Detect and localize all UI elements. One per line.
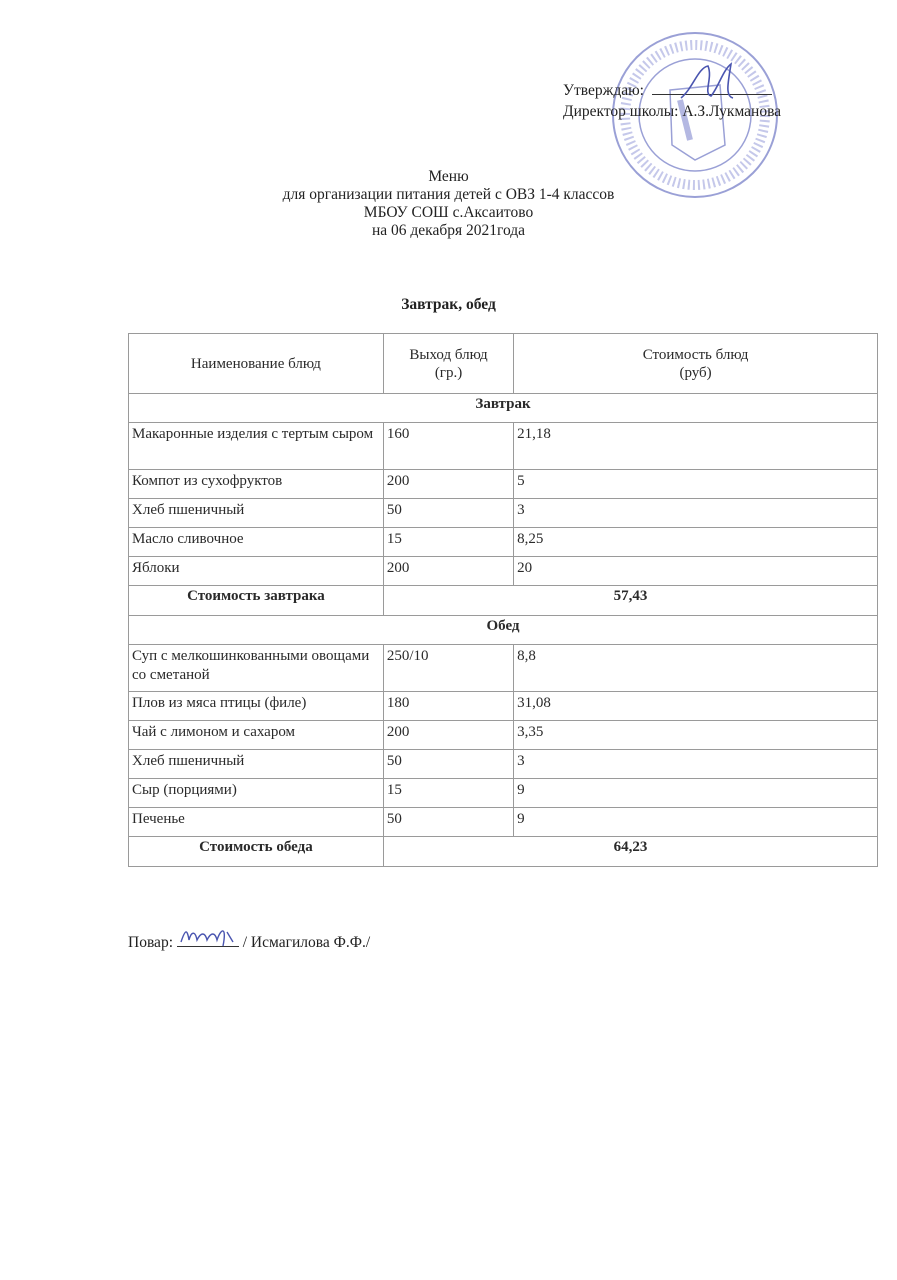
document-header <box>0 168 897 240</box>
dish-yield: 200 <box>383 721 513 750</box>
dish-cost: 9 <box>514 808 878 837</box>
breakfast-total-label: Стоимость завтрака <box>129 586 384 616</box>
dish-name: Хлеб пшеничный <box>129 750 384 779</box>
dish-yield: 200 <box>383 470 513 499</box>
dish-cost: 3 <box>514 750 878 779</box>
cook-name: / Исмагилова Ф.Ф./ <box>242 934 371 951</box>
dish-name: Компот из сухофруктов <box>129 470 384 499</box>
dish-cost: 9 <box>514 779 878 808</box>
header-purpose: для организации питания детей с ОВЗ 1-4 классов <box>282 186 615 203</box>
dish-yield: 160 <box>383 423 513 470</box>
dish-yield: 50 <box>383 499 513 528</box>
column-header-name: Наименование блюд <box>129 334 384 394</box>
dish-name: Хлеб пшеничный <box>129 499 384 528</box>
dish-yield: 15 <box>383 528 513 557</box>
table-row <box>129 645 878 692</box>
dish-cost: 31,08 <box>514 692 878 721</box>
dish-cost: 21,18 <box>514 423 878 470</box>
menu-table <box>128 333 878 867</box>
table-row <box>129 499 878 528</box>
breakfast-total-value: 57,43 <box>383 586 877 616</box>
lunch-total-label: Стоимость обеда <box>129 837 384 867</box>
approve-label: Утверждаю: <box>563 82 644 99</box>
header-title: Меню <box>428 168 469 185</box>
dish-name: Сыр (порциями) <box>129 779 384 808</box>
lunch-total-value: 64,23 <box>383 837 877 867</box>
table-row <box>129 721 878 750</box>
group-header-lunch: Обед <box>129 616 878 645</box>
dish-cost: 20 <box>514 557 878 586</box>
director-signature-icon <box>673 58 743 108</box>
dish-cost: 8,25 <box>514 528 878 557</box>
table-row <box>129 528 878 557</box>
table-row <box>129 808 878 837</box>
table-header-row <box>129 334 878 394</box>
dish-name: Масло сливочное <box>129 528 384 557</box>
table-row <box>129 423 878 470</box>
lunch-total-row <box>129 837 878 867</box>
table-row <box>129 470 878 499</box>
table-row <box>129 692 878 721</box>
header-date: на 06 декабря 2021года <box>371 222 526 239</box>
dish-cost: 5 <box>514 470 878 499</box>
column-header-yield: Выход блюд (гр.) <box>383 334 513 394</box>
dish-name: Печенье <box>129 808 384 837</box>
approval-block <box>563 80 781 122</box>
dish-yield: 50 <box>383 808 513 837</box>
cook-signature-block <box>128 932 370 952</box>
table-row <box>129 750 878 779</box>
director-name: А.З.Лукманова <box>682 103 782 120</box>
dish-name: Плов из мяса птицы (филе) <box>129 692 384 721</box>
table-row <box>129 779 878 808</box>
dish-name: Суп с мелкошинкованными овощами со сметаной <box>129 645 384 692</box>
director-label: Директор школы: <box>563 103 679 120</box>
header-school: МБОУ СОШ с.Аксаитово <box>363 204 534 221</box>
section-title: Завтрак, обед <box>401 296 496 313</box>
column-header-cost: Стоимость блюд (руб) <box>514 334 878 394</box>
group-header-breakfast: Завтрак <box>129 394 878 423</box>
dish-yield: 200 <box>383 557 513 586</box>
dish-name: Чай с лимоном и сахаром <box>129 721 384 750</box>
dish-yield: 250/10 <box>383 645 513 692</box>
table-row <box>129 557 878 586</box>
cook-label: Повар: <box>128 934 173 951</box>
dish-yield: 50 <box>383 750 513 779</box>
dish-name: Яблоки <box>129 557 384 586</box>
dish-yield: 180 <box>383 692 513 721</box>
cook-signature-icon <box>177 924 239 948</box>
dish-cost: 3,35 <box>514 721 878 750</box>
dish-cost: 3 <box>514 499 878 528</box>
dish-yield: 15 <box>383 779 513 808</box>
dish-name: Макаронные изделия с тертым сыром <box>129 423 384 470</box>
cook-signature-line <box>177 932 239 947</box>
dish-cost: 8,8 <box>514 645 878 692</box>
breakfast-total-row <box>129 586 878 616</box>
